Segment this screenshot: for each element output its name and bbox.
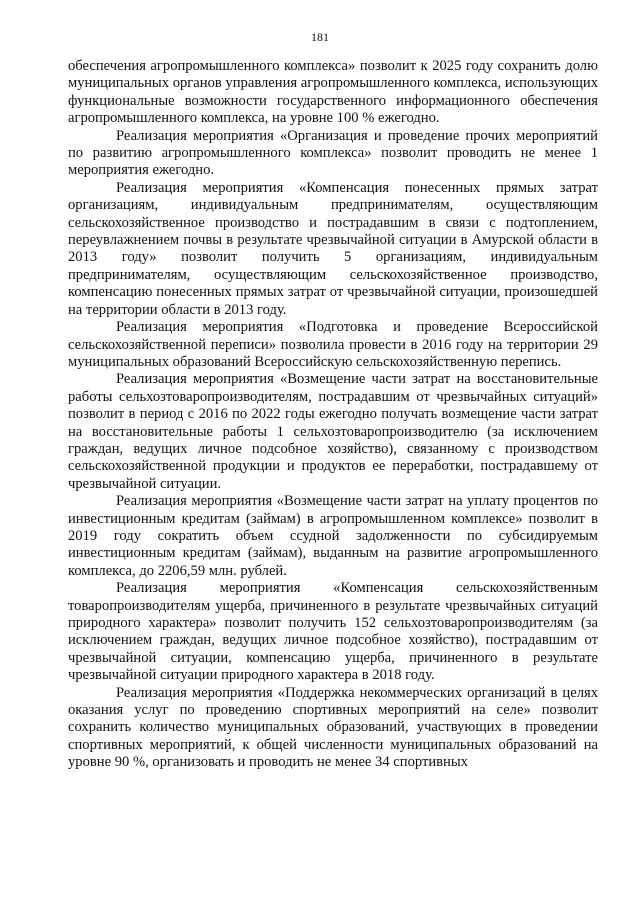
paragraph: Реализация мероприятия «Компенсация понесенных прямых затрат организациям, индивидуальным предпринимателям, осуществляющим сельскохозяйственное производство и пострадавшим в связи с подтоплением, переувлажнением почвы в результате чрезвычайной ситуации в Амурской области в 2013 году» позволит получить 5 организациям, индивидуальным предпринимателям, осуществляющим сельскохозяйственное производство, компенсацию понесенных прямых затрат от чрезвычайной ситуации, произошедшей на территории области в 2013 году.: [68, 179, 598, 318]
page-number: 181: [311, 30, 329, 44]
paragraph: Реализация мероприятия «Компенсация сельскохозяйственным товаропроизводителям ущерба, причиненного в результате чрезвычайных ситуаций природного характера» позволит получить 152 сельхозтоваропроизводителям (за исключением граждан, ведущих личное подсобное хозяйство), пострадавшим от чрезвычайной ситуации, компенсацию ущерба, причиненного в результате чрезвычайной ситуации природного характера в 2018 году.: [68, 580, 598, 684]
paragraph: Реализация мероприятия «Возмещение части затрат на уплату процентов по инвестиционным кредитам (займам) в агропромышленном комплексе» позволит в 2019 году сократить объем ссудной задолженности по субсидируемым инвестиционным кредитам (займам), выданным на развитие агропромышленного комплекса, до 2206,59 млн. рублей.: [68, 493, 598, 579]
paragraph: Реализация мероприятия «Возмещение части затрат на восстановительные работы сельхозтоваропроизводителям, пострадавшим от чрезвычайных ситуаций» позволит в период с 2016 по 2022 годы ежегодно получать возмещение части затрат на восстановительные работы 1 сельхозтоваропроизводителю (за исключением граждан, ведущих личное подсобное хозяйство), связанному с производством сельскохозяйственной продукции и продуктов ее переработки, пострадавшему от чрезвычайной ситуации.: [68, 371, 598, 492]
paragraph: Реализация мероприятия «Организация и проведение прочих мероприятий по развитию агропромышленного комплекса» позволит проводить не менее 1 мероприятия ежегодно.: [68, 127, 598, 179]
paragraph: Реализация мероприятия «Подготовка и проведение Всероссийской сельскохозяйственной переписи» позволила провести в 2016 году на территории 29 муниципальных образований Всероссийскую сельскохозяйственную перепись.: [68, 319, 598, 370]
paragraph: Реализация мероприятия «Поддержка некоммерческих организаций в целях оказания услуг по проведению спортивных мероприятий на селе» позволит сохранить количество муниципальных образований, участвующих в проведении спортивных мероприятий, к общей численности муниципальных образований на уровне 90 %, организовать и проводить не менее 34 спортивных: [68, 684, 598, 771]
paragraph-continuation: обеспечения агропромышленного комплекса» позволит к 2025 году сохранить долю муниципальных органов управления агропромышленного комплекса, использующих функциональные возможности государственного информационного обеспечения агропромышленного комплекса, на уровне 100 % ежегодно.: [68, 58, 598, 127]
document-body: [68, 58, 598, 772]
